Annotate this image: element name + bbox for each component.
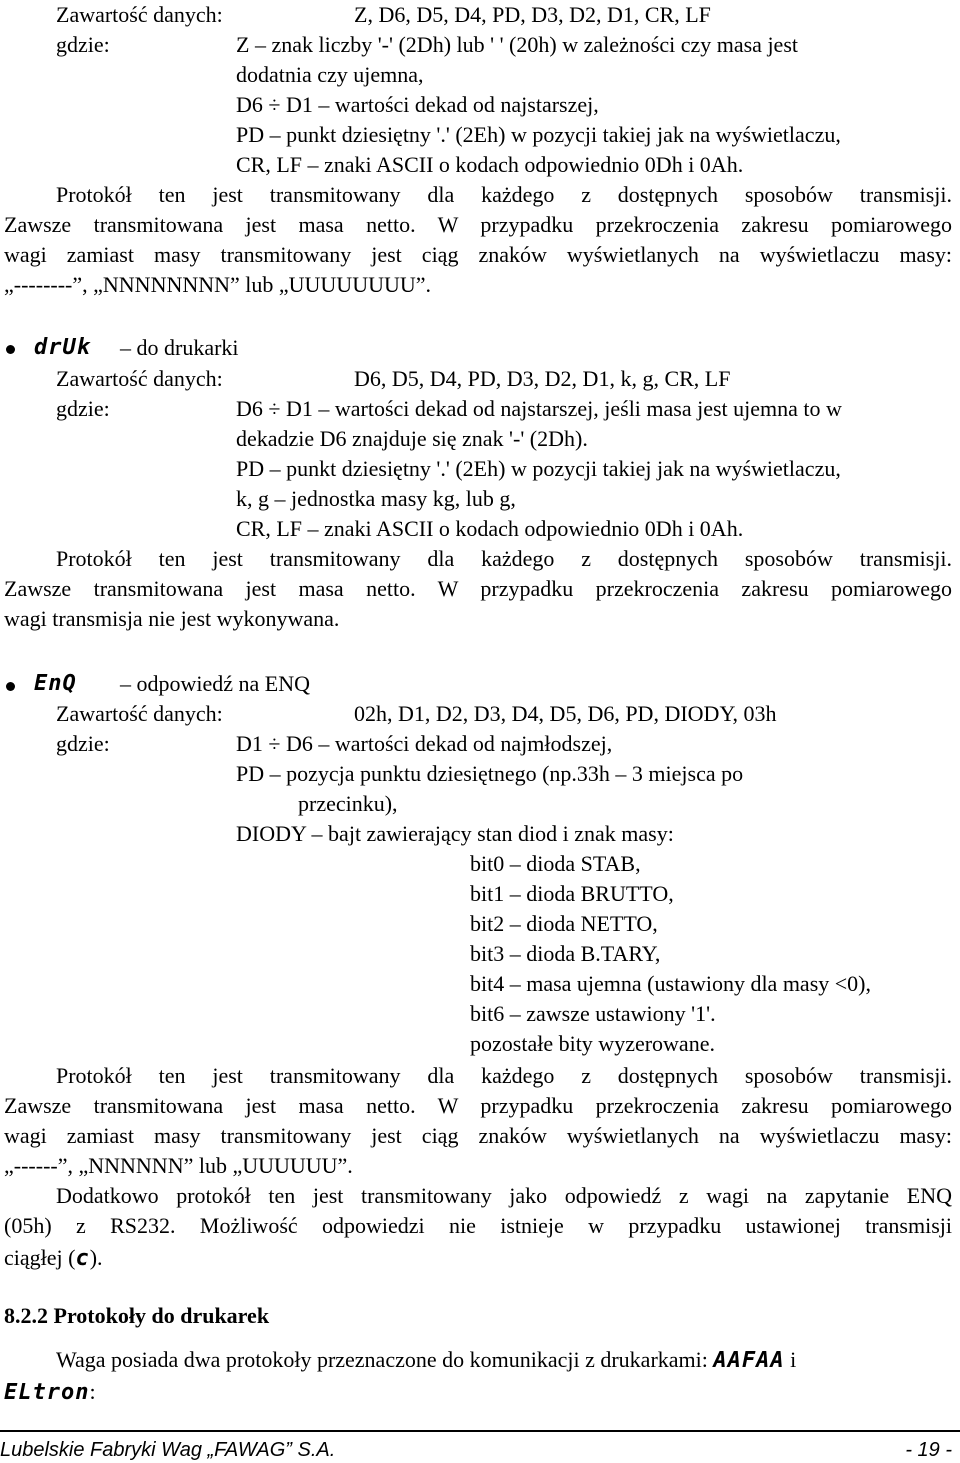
bit-item: bit2 – dioda NETTO,: [470, 911, 658, 936]
where-label: gdzie:: [56, 731, 110, 756]
bit-item: bit1 – dioda BRUTTO,: [470, 881, 674, 906]
definition-d6-d1: D6 ÷ D1 – wartości dekad od najstarszej,: [236, 92, 599, 117]
content-value: D6, D5, D4, PD, D3, D2, D1, k, g, CR, LF: [354, 366, 731, 391]
definition-pd: PD – punkt dziesiętny '.' (2Eh) w pozycji takiej jak na wyświetlaczu,: [236, 456, 841, 481]
paragraph-line: wagi zamiast masy transmitowany jest ciąg znaków wyświetlanych na wyświetlaczu masy:: [4, 1123, 952, 1148]
paragraph-line: „--------”, „NNNNNNNN” lub „UUUUUUUU”.: [4, 272, 432, 297]
paragraph-line: Protokół ten jest transmitowany dla każdego z dostępnych sposobów transmisji.: [56, 182, 952, 207]
paragraph-line: [4, 1243, 103, 1273]
definition-d6-d1: D6 ÷ D1 – wartości dekad od najstarszej, jeśli masa jest ujemna to w: [236, 396, 842, 421]
bit-item: bit0 – dioda STAB,: [470, 851, 641, 876]
lcd-code-enq: EnQ: [34, 671, 77, 696]
where-label: gdzie:: [56, 32, 110, 57]
paragraph-line: Protokół ten jest transmitowany dla każdego z dostępnych sposobów transmisji.: [56, 546, 952, 571]
paragraph-line: Zawsze transmitowana jest masa netto. W przypadku przekroczenia zakresu pomiarowego: [4, 576, 952, 601]
paragraph-text: ciągłej (: [4, 1245, 76, 1270]
bit-item: pozostałe bity wyzerowane.: [470, 1031, 715, 1056]
intro-sentence: Waga posiada dwa protokoły przeznaczone do komunikacji z drukarkami:: [56, 1347, 708, 1372]
paragraph-line: Zawsze transmitowana jest masa netto. W przypadku przekroczenia zakresu pomiarowego: [4, 1093, 952, 1118]
content-label: Zawartość danych:: [56, 701, 223, 726]
where-label: gdzie:: [56, 396, 110, 421]
paragraph-line: wagi transmisja nie jest wykonywana.: [4, 606, 340, 631]
paragraph-line: Protokół ten jest transmitowany dla każdego z dostępnych sposobów transmisji.: [56, 1063, 952, 1088]
lcd-code-aafaa: AAFAA: [713, 1348, 785, 1373]
bit-item: bit6 – zawsze ustawiony '1'.: [470, 1001, 716, 1026]
paragraph-line: Dodatkowo protokół ten jest transmitowany jako odpowiedź z wagi na zapytanie ENQ: [56, 1183, 952, 1208]
content-value: Z, D6, D5, D4, PD, D3, D2, D1, CR, LF: [354, 2, 711, 27]
definition-pd: PD – pozycja punktu dziesiętnego (np.33h – 3 miejsca po: [236, 761, 744, 786]
definition-z-cont: dodatnia czy ujemna,: [236, 62, 424, 87]
definition-cr-lf: CR, LF – znaki ASCII o kodach odpowiednio 0Dh i 0Ah.: [236, 516, 744, 541]
page-number: - 19 -: [905, 1439, 952, 1461]
bullet-icon: [6, 345, 15, 354]
paragraph-line: wagi zamiast masy transmitowany jest ciąg znaków wyświetlanych na wyświetlaczu masy:: [4, 242, 952, 267]
conjunction: i: [790, 1347, 797, 1372]
section-title: – do drukarki: [120, 335, 239, 360]
lcd-code-druk: drUk: [34, 335, 91, 360]
footer-rule: [0, 1430, 960, 1432]
paragraph-line: Zawsze transmitowana jest masa netto. W przypadku przekroczenia zakresu pomiarowego: [4, 212, 952, 237]
definition-diody: DIODY – bajt zawierający stan diod i znak masy:: [236, 821, 674, 846]
colon: :: [89, 1379, 96, 1404]
content-value: 02h, D1, D2, D3, D4, D5, D6, PD, DIODY, 03h: [354, 701, 777, 726]
definition-pd-cont: przecinku),: [298, 791, 398, 816]
lcd-code-eltron: ELtron: [4, 1380, 90, 1405]
paragraph-text: ).: [89, 1245, 103, 1270]
definition-d1-d6: D1 ÷ D6 – wartości dekad od najmłodszej,: [236, 731, 613, 756]
paragraph-line: (05h) z RS232. Możliwość odpowiedzi nie istnieje w przypadku ustawionej transmisji: [4, 1213, 952, 1238]
content-label: Zawartość danych:: [56, 366, 223, 391]
definition-pd: PD – punkt dziesiętny '.' (2Eh) w pozycji takiej jak na wyświetlaczu,: [236, 122, 841, 147]
bit-item: bit4 – masa ujemna (ustawiony dla masy <0),: [470, 971, 871, 996]
definition-cr-lf: CR, LF – znaki ASCII o kodach odpowiednio 0Dh i 0Ah.: [236, 152, 744, 177]
definition-d6-d1-cont: dekadzie D6 znajduje się znak '-' (2Dh).: [236, 426, 588, 451]
content-label: Zawartość danych:: [56, 2, 223, 27]
bit-item: bit3 – dioda B.TARY,: [470, 941, 661, 966]
intro-text: [56, 1345, 796, 1375]
footer-company: Lubelskie Fabryki Wag „FAWAG” S.A.: [0, 1439, 336, 1461]
bullet-icon: [6, 682, 15, 691]
definition-z: Z – znak liczby '-' (2Dh) lub ' ' (20h) w zależności czy masa jest: [236, 32, 798, 57]
section-title: – odpowiedź na ENQ: [120, 671, 311, 696]
intro-text-cont: [4, 1377, 96, 1407]
paragraph-line: „------”, „NNNNNN” lub „UUUUUU”.: [4, 1153, 353, 1178]
definition-unit: k, g – jednostka masy kg, lub g,: [236, 486, 516, 511]
section-heading: 8.2.2 Protokoły do drukarek: [4, 1303, 270, 1328]
lcd-code-c: c: [75, 1246, 90, 1271]
